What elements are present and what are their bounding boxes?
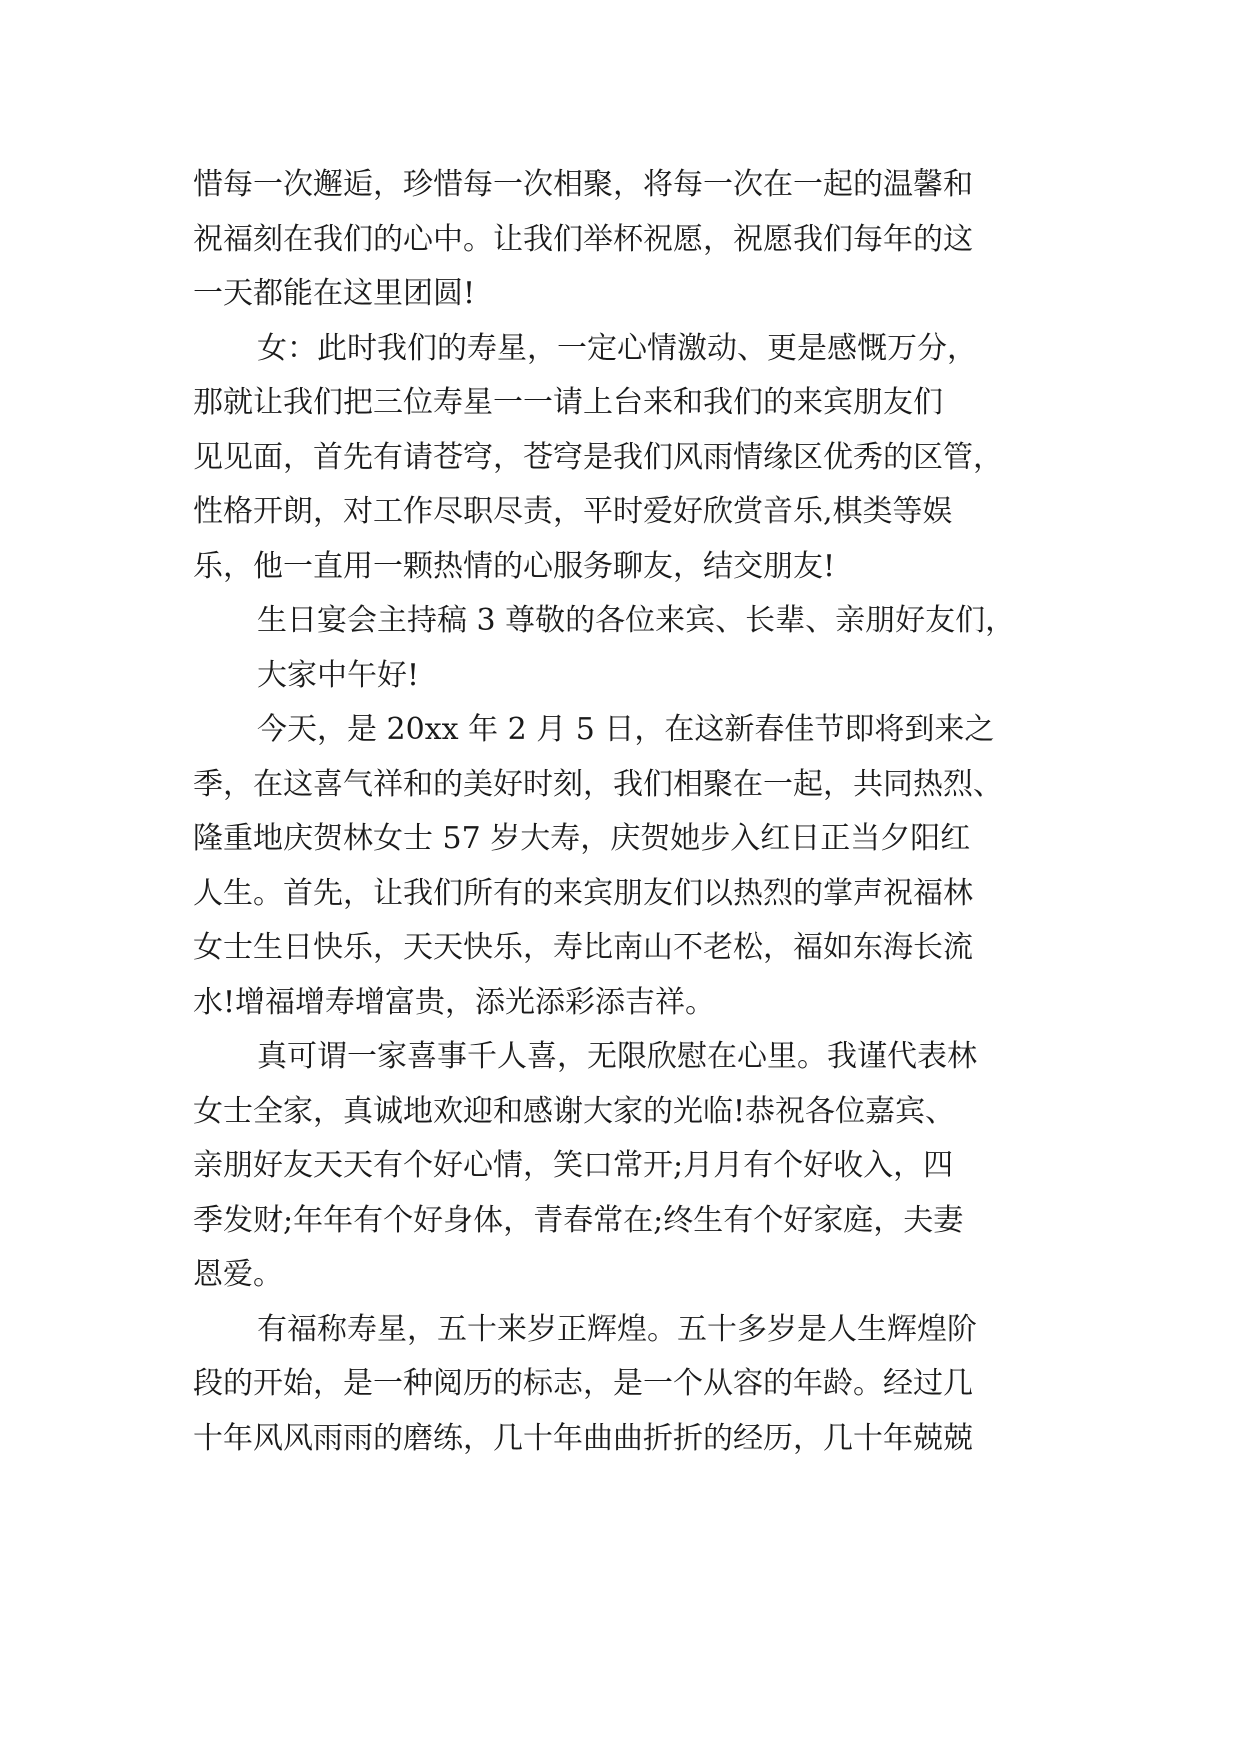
text-line: 今天，是 20xx 年 2 月 5 日，在这新春佳节即将到来之 (257, 712, 995, 747)
text-line: 恩爱。 (193, 1257, 283, 1292)
text-line: 女：此时我们的寿星，一定心情激动、更是感慨万分， (257, 330, 977, 366)
text-line: 大家中午好! (257, 657, 420, 693)
text-line: 亲朋好友天天有个好心情，笑口常开;月月有个好收入，四 (193, 1148, 954, 1183)
text-line: 祝福刻在我们的心中。让我们举杯祝愿，祝愿我们每年的这 (193, 221, 973, 257)
document-body (193, 158, 1053, 1466)
text-line: 见见面，首先有请苍穹，苍穹是我们风雨情缘区优秀的区管， (193, 439, 1003, 475)
text-line: 季，在这喜气祥和的美好时刻，我们相聚在一起，共同热烈、 (193, 766, 1003, 802)
text-line: 性格开朗，对工作尽职尽责，平时爱好欣赏音乐,棋类等娱 (193, 494, 953, 529)
text-line: 女士全家，真诚地欢迎和感谢大家的光临!恭祝各位嘉宾、 (193, 1093, 956, 1129)
text-line: 生日宴会主持稿 3 尊敬的各位来宾、长辈、亲朋好友们， (257, 603, 1016, 638)
text-line: 惜每一次邂逅，珍惜每一次相聚，将每一次在一起的温馨和 (193, 167, 973, 202)
text-line: 季发财;年年有个好身体，青春常在;终生有个好家庭，夫妻 (193, 1202, 964, 1238)
text-line: 水!增福增寿增富贵，添光添彩添吉祥。 (193, 984, 716, 1020)
text-line: 乐，他一直用一颗热情的心服务聊友，结交朋友! (193, 548, 836, 584)
text-line: 一天都能在这里团圆! (193, 276, 476, 311)
text-line: 人生。首先，让我们所有的来宾朋友们以热烈的掌声祝福林 (193, 875, 973, 911)
text-line: 女士生日快乐，天天快乐，寿比南山不老松，福如东海长流 (193, 930, 973, 965)
text-line: 有福称寿星，五十来岁正辉煌。五十多岁是人生辉煌阶 (257, 1311, 977, 1347)
text-line: 真可谓一家喜事千人喜，无限欣慰在心里。我谨代表林 (257, 1039, 977, 1074)
text-line: 隆重地庆贺林女士 57 岁大寿，庆贺她步入红日正当夕阳红 (193, 821, 971, 856)
text-line: 段的开始，是一种阅历的标志，是一个从容的年龄。经过几 (193, 1366, 973, 1401)
text-line: 那就让我们把三位寿星一一请上台来和我们的来宾朋友们 (193, 385, 943, 420)
text-line: 十年风风雨雨的磨练，几十年曲曲折折的经历，几十年兢兢 (193, 1420, 973, 1456)
